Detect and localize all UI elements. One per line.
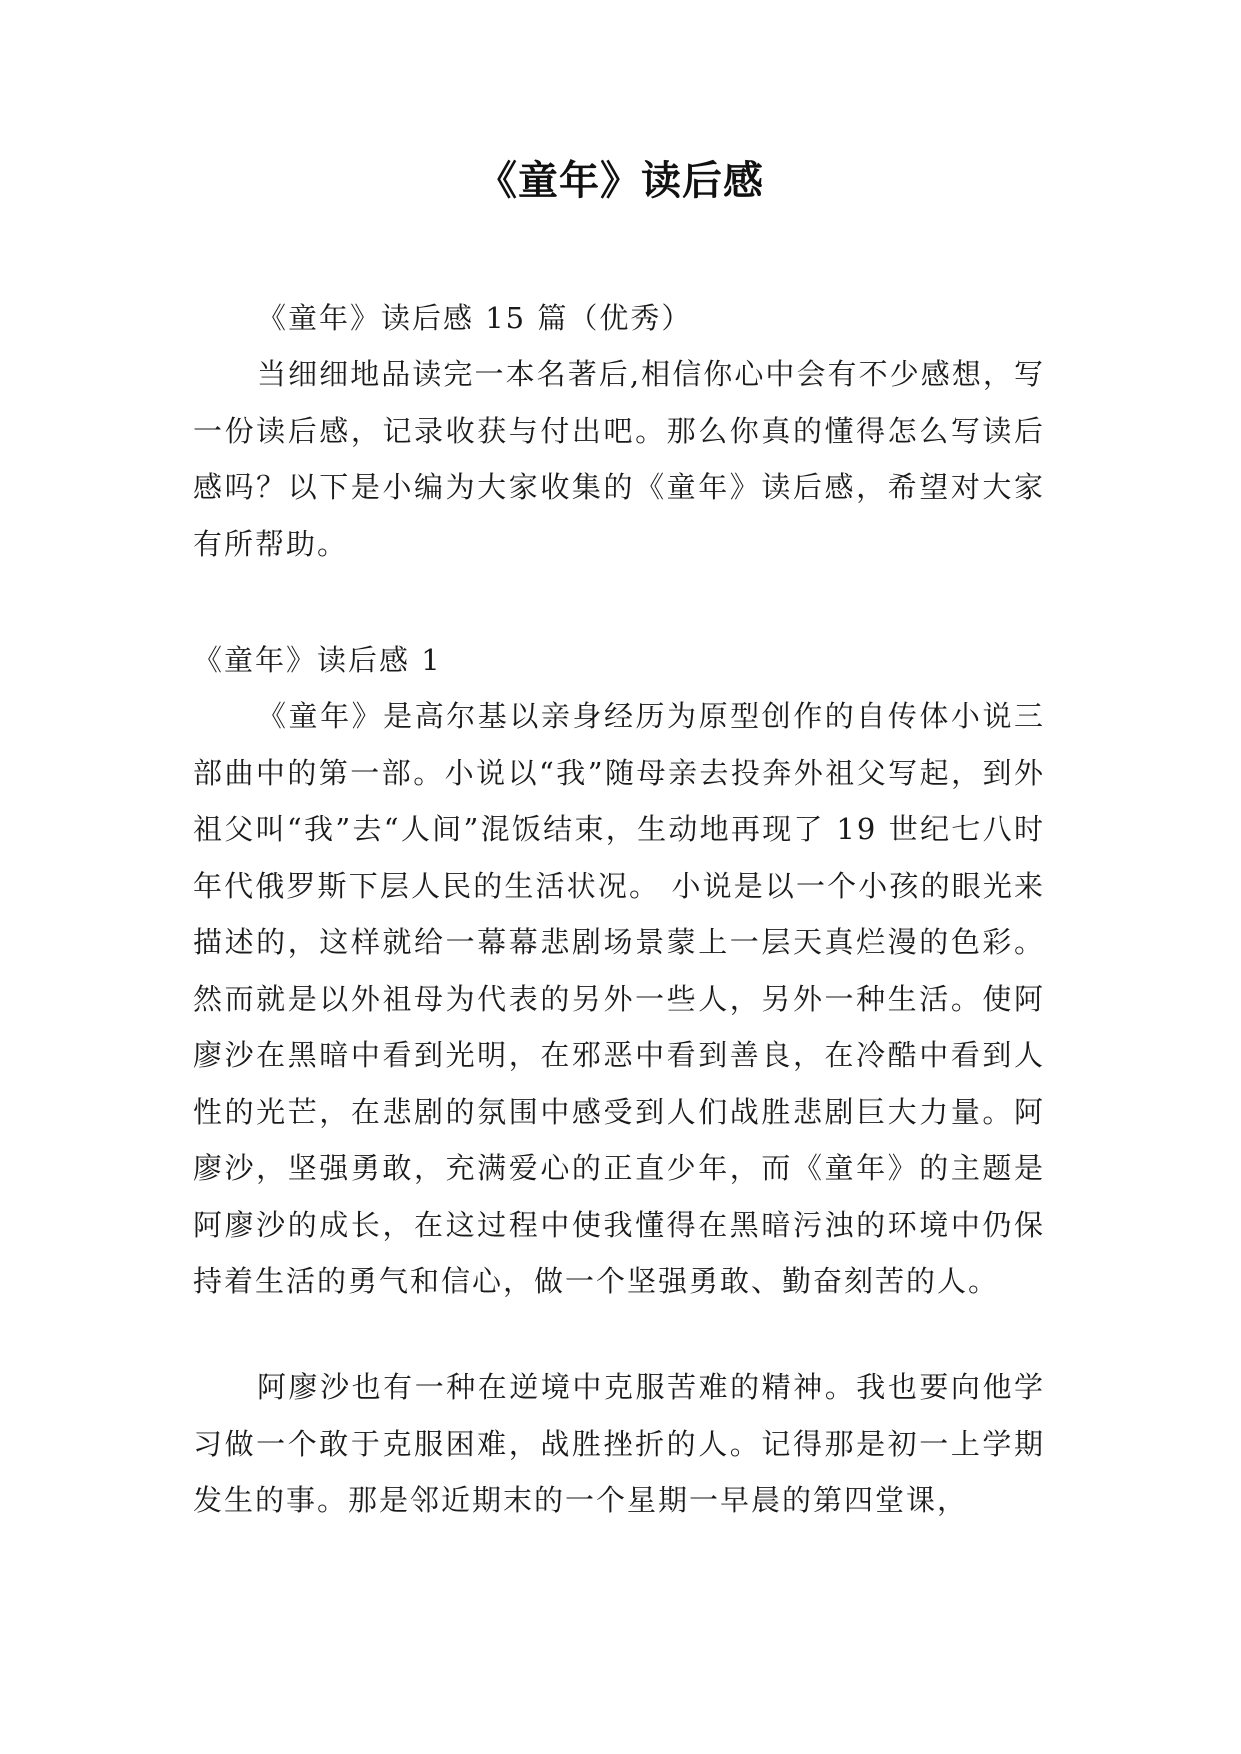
body-paragraph: 《童年》是高尔基以亲身经历为原型创作的自传体小说三部曲中的第一部。小说以“我”随母亲去投奔外祖父写起，到外祖父叫“我”去“人间”混饭结束，生动地再现了 19 世纪七八时年代俄罗斯下层人民的生活状况。 小说是以一个小孩的眼光来描述的，这样就给一幕幕悲剧场景蒙上一层天真烂漫的色彩。然而就是以外祖母为代表的另外一些人，另外一种生活。使阿廖沙在黑暗中看到光明，在邪恶中看到善良，在冷酷中看到人性的光芒，在悲剧的氛围中感受到人们战胜悲剧巨大力量。阿廖沙，坚强勇敢，充满爱心的正直少年，而《童年》的主题是阿廖沙的成长，在这过程中使我懂得在黑暗污浊的环境中仍保持着生活的勇气和信心，做一个坚强勇敢、勤奋刻苦的人。 — [193, 699, 1045, 1298]
intro-paragraph: 当细细地品读完一本名著后,相信你心中会有不少感想，写一份读后感，记录收获与付出吧。那么你真的懂得怎么写读后感吗？以下是小编为大家收集的《童年》读后感，希望对大家有所帮助。 — [193, 357, 1045, 561]
body-paragraph: 阿廖沙也有一种在逆境中克服苦难的精神。我也要向他学习做一个敢于克服困难，战胜挫折的人。记得那是初一上学期发生的事。那是邻近期末的一个星期一早晨的第四堂课， — [193, 1370, 1045, 1517]
document-title: 《童年》读后感 — [477, 158, 764, 204]
section-heading: 《童年》读后感 1 — [193, 643, 442, 677]
document-subtitle: 《童年》读后感 15 篇（优秀） — [257, 301, 693, 335]
